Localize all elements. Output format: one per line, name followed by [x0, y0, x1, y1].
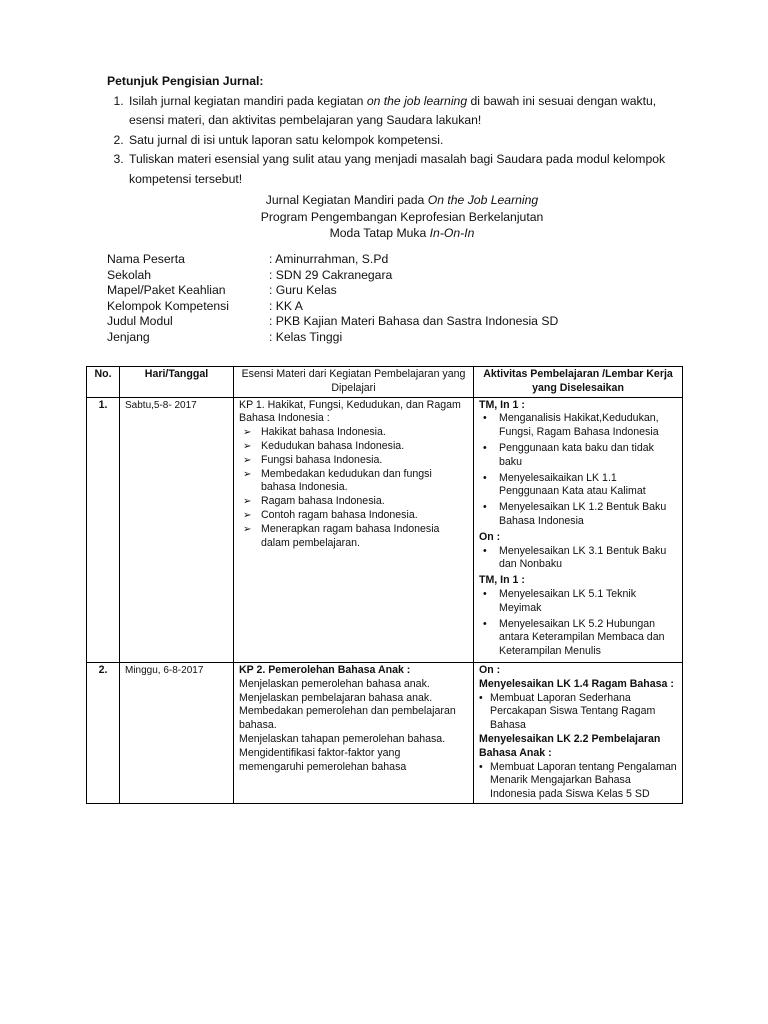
header-essence: Esensi Materi dari Kegiatan Pembelajaran yang Dipelajari: [234, 367, 474, 398]
essence-list: [239, 426, 468, 550]
activity-item: • Menyelesaikaikan LK 1.1 Penggunaan Kata atau Kalimat: [479, 472, 677, 500]
activity-item: • Menyelesaikan LK 3.1 Bentuk Baku dan Nonbaku: [479, 545, 677, 573]
row-essence: [234, 662, 474, 803]
journal-title-line3: [107, 225, 697, 242]
activity-group-title: On :: [479, 530, 501, 543]
identity-label: Mapel/Paket Keahlian: [107, 283, 226, 297]
row-essence: [234, 397, 474, 662]
title-text: Jurnal Kegiatan Mandiri pada: [265, 193, 428, 207]
essence-item: ➢ Contoh ragam bahasa Indonesia.: [239, 509, 468, 523]
identity-value: : Aminurrahman, S.Pd: [269, 252, 389, 266]
instruction-item: 3. Tuliskan materi esensial yang sulit atau yang menjadi masalah bagi Saudara pada modul kelompok kompetensi tersebut!: [127, 150, 687, 189]
row-number: 1.: [87, 397, 120, 662]
title-text: Moda Tatap Muka: [329, 226, 430, 240]
row-number: 2.: [87, 662, 120, 803]
identity-row: [107, 299, 558, 315]
identity-value: : KK A: [269, 298, 303, 313]
essence-item: ➢ Kedudukan bahasa Indonesia.: [239, 440, 468, 454]
identity-row: [107, 252, 558, 268]
activity-item: • Membuat Laporan tentang Pengalaman Menarik Mengajarkan Bahasa Indonesia pada Siswa Kelas 5 SD: [479, 761, 677, 802]
identity-value: : Kelas Tinggi: [269, 329, 343, 344]
identity-label: Kelompok Kompetensi: [107, 298, 229, 313]
activity-item: • Menyelesaikan LK 1.2 Bentuk Baku Bahasa Indonesia: [479, 501, 677, 529]
instruction-item: [127, 92, 687, 131]
row-date: Sabtu,5-8- 2017: [120, 397, 234, 662]
activity-list: [479, 692, 677, 733]
activity-block-title: Menyelesaikan LK 2.2 Pembelajaran Bahasa Anak :: [479, 732, 661, 759]
identity-row: [107, 314, 558, 330]
row-date: Minggu, 6-8-2017: [120, 662, 234, 803]
activity-list: [479, 412, 677, 528]
essence-item: ➢ Ragam bahasa Indonesia.: [239, 495, 468, 509]
identity-label: Nama Peserta: [107, 252, 185, 266]
participant-identity: [107, 252, 558, 345]
essence-line: Menjelaskan pembelajaran bahasa anak.: [239, 691, 433, 704]
essence-item: ➢ Menerapkan ragam bahasa Indonesia dalam pembelajaran.: [239, 523, 468, 551]
instructions-heading: Petunjuk Pengisian Jurnal:: [107, 74, 264, 88]
activity-on-label: On :: [479, 663, 501, 676]
table-row: [87, 662, 683, 803]
activity-block-title: Menyelesaikan LK 1.4 Ragam Bahasa :: [479, 677, 674, 690]
identity-row: [107, 283, 558, 299]
essence-title: KP 2. Pemerolehan Bahasa Anak :: [239, 663, 411, 676]
activity-list: [479, 545, 677, 573]
identity-value: : PKB Kajian Materi Bahasa dan Sastra Indonesia SD: [269, 314, 559, 328]
essence-item: ➢ Hakikat bahasa Indonesia.: [239, 426, 468, 440]
instructions-section: [107, 72, 687, 189]
identity-label: Sekolah: [107, 267, 152, 282]
identity-value: : SDN 29 Cakranegara: [269, 267, 393, 282]
header-activity: Aktivitas Pembelajaran /Lembar Kerja yang Diselesaikan: [474, 367, 683, 398]
essence-item: ➢ Fungsi bahasa Indonesia.: [239, 454, 468, 468]
activity-item: • Menganalisis Hakikat,Kedudukan, Fungsi, Ragam Bahasa Indonesia: [479, 412, 677, 440]
essence-title: KP 1. Hakikat, Fungsi, Kedudukan, dan Ragam Bahasa Indonesia :: [239, 398, 461, 425]
activity-list: [479, 588, 677, 659]
essence-line: Mengidentifikasi faktor-faktor yang memengaruhi pemerolehan bahasa: [239, 746, 407, 773]
essence-item: ➢ Membedakan kedudukan dan fungsi bahasa Indonesia.: [239, 468, 468, 496]
essence-line: Menjelaskan pemerolehan bahasa anak.: [239, 677, 430, 690]
activity-group-title: TM, In 1 :: [479, 398, 525, 411]
title-emphasis: On the Job Learning: [427, 193, 539, 207]
journal-title: [107, 192, 697, 242]
activity-item: • Menyelesaikan LK 5.2 Hubungan antara Keterampilan Membaca dan Keterampilan Menulis: [479, 618, 677, 659]
journal-title-line2: Program Pengembangan Keprofesian Berkelanjutan: [260, 209, 544, 224]
identity-label: Jenjang: [107, 329, 150, 344]
essence-line: Membedakan pemerolehan dan pembelajaran bahasa.: [239, 705, 456, 732]
activity-group-title: TM, In 1 :: [479, 574, 525, 587]
table-row: [87, 397, 683, 662]
header-no: No.: [87, 367, 120, 398]
journal-table: [86, 366, 683, 804]
row-activity: [474, 662, 683, 803]
activity-list: [479, 761, 677, 802]
identity-row: [107, 330, 558, 346]
identity-label: Judul Modul: [107, 314, 173, 328]
instructions-list: [107, 92, 687, 190]
table-header-row: [87, 367, 683, 398]
instruction-text: Isilah jurnal kegiatan mandiri pada kegiatan: [129, 93, 367, 108]
identity-value: : Guru Kelas: [269, 283, 337, 297]
instruction-text: di bawah ini sesuai dengan waktu, esensi materi, dan aktivitas pembelajaran yang Saudara lakukan!: [129, 93, 657, 127]
journal-title-line1: [107, 192, 697, 209]
header-date: Hari/Tanggal: [120, 367, 234, 398]
row-activity: [474, 397, 683, 662]
activity-item: • Penggunaan kata baku dan tidak baku: [479, 442, 677, 470]
activity-item: • Menyelesaikan LK 5.1 Teknik Meyimak: [479, 588, 677, 616]
instruction-emphasis: on the job learning: [366, 93, 468, 108]
title-emphasis: In-On-In: [429, 226, 475, 240]
instruction-item: 2. Satu jurnal di isi untuk laporan satu kelompok kompetensi.: [127, 131, 687, 151]
essence-line: Menjelaskan tahapan pemerolehan bahasa.: [239, 732, 446, 745]
activity-item: • Membuat Laporan Sederhana Percakapan Siswa Tentang Ragam Bahasa: [479, 692, 677, 733]
identity-row: [107, 268, 558, 284]
